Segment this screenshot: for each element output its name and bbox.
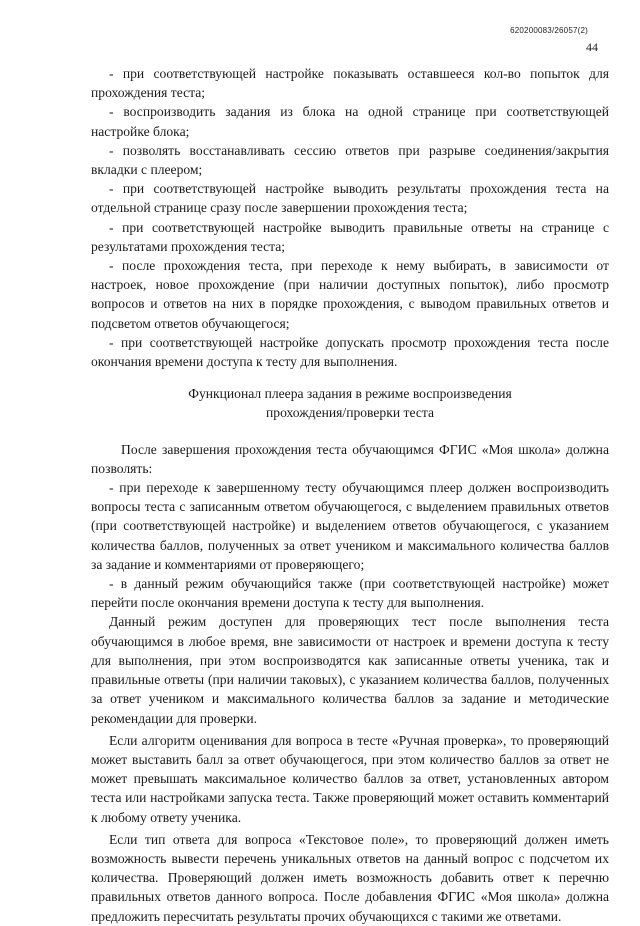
- list-item: - при переходе к завершенному тесту обучающимся плеер должен воспроизводить вопросы теста с записанным ответом обучающегося, с выделением правильных ответов (при соответствующей настройке) и выделением ответов обучающегося, с указанием количества баллов, полученных за ответ учеником и максимального количества баллов за задание и комментариями от проверяющего;: [91, 480, 609, 572]
- paragraph: Данный режим доступен для проверяющих тест после выполнения теста обучающимся в любое время, вне зависимости от настроек и времени доступа к тесту для выполнения, при этом воспроизводятся как записанные ответы ученика, так и правильные ответы (при наличии таковых), с указанием количества баллов, полученных за ответ учеником и максимального количества баллов за задание и методические рекомендации для проверки.: [91, 614, 609, 726]
- paragraph: После завершения прохождения теста обучающимся ФГИС «Моя школа» должна позволять:: [91, 441, 609, 476]
- list-item: - при соответствующей настройке допускать просмотр прохождения теста после окончания времени доступа к тесту для выполнения.: [91, 334, 609, 370]
- list-item: - при соответствующей настройке выводить результаты прохождения теста на отдельной странице сразу после завершении прохождения теста;: [91, 181, 609, 216]
- list-item: - при соответствующей настройке показывать оставшееся кол-во попыток для прохождения теста;: [91, 66, 609, 101]
- section-heading-line-2: прохождения/проверки теста: [266, 405, 434, 421]
- list-item: - позволять восстанавливать сессию ответов при разрыве соединения/закрытия вкладки с плеером;: [91, 142, 609, 178]
- list-item: - воспроизводить задания из блока на одной странице при соответствующей настройке блока;: [91, 104, 609, 139]
- list-item: - после прохождения теста, при переходе к нему выбирать, в зависимости от настроек, новое прохождение (при наличии доступных попыток), либо просмотр вопросов и ответов на них в порядке прохождения, с выводом правильных ответов и подсветом ответов обучающегося;: [91, 258, 609, 331]
- list-item: - в данный режим обучающийся также (при соответствующей настройке) может перейти после окончания времени доступа к тесту для выполнения.: [91, 576, 609, 611]
- section-heading: [91, 384, 609, 422]
- paragraph: Если алгоритм оценивания для вопроса в тесте «Ручная проверка», то проверяющий может выставить балл за ответ обучающегося, при этом количество баллов за ответ не может превышать максимальное количество баллов за ответ, установленных автором теста или настройками запуска теста. Также проверяющий может оставить комментарий к любому ответу ученика.: [91, 732, 609, 825]
- section-heading-line-1: Функционал плеера задания в режиме воспроизведения: [188, 386, 512, 402]
- page-number: 44: [586, 40, 598, 54]
- document-body: [91, 64, 609, 926]
- paragraph: Если тип ответа для вопроса «Текстовое поле», то проверяющий должен иметь возможность вывести перечень уникальных ответов на данный вопрос с подсчетом их количества. Проверяющий должен иметь возможность добавить ответ к перечню правильных ответов данного вопроса. После добавления ФГИС «Моя школа» должна предложить пересчитать результаты прочих обучающихся с такими же ответами.: [91, 831, 609, 924]
- document-id: 620200083/26057(2): [510, 26, 588, 35]
- list-item: - при соответствующей настройке выводить правильные ответы на странице с результатами прохождения теста;: [91, 219, 609, 254]
